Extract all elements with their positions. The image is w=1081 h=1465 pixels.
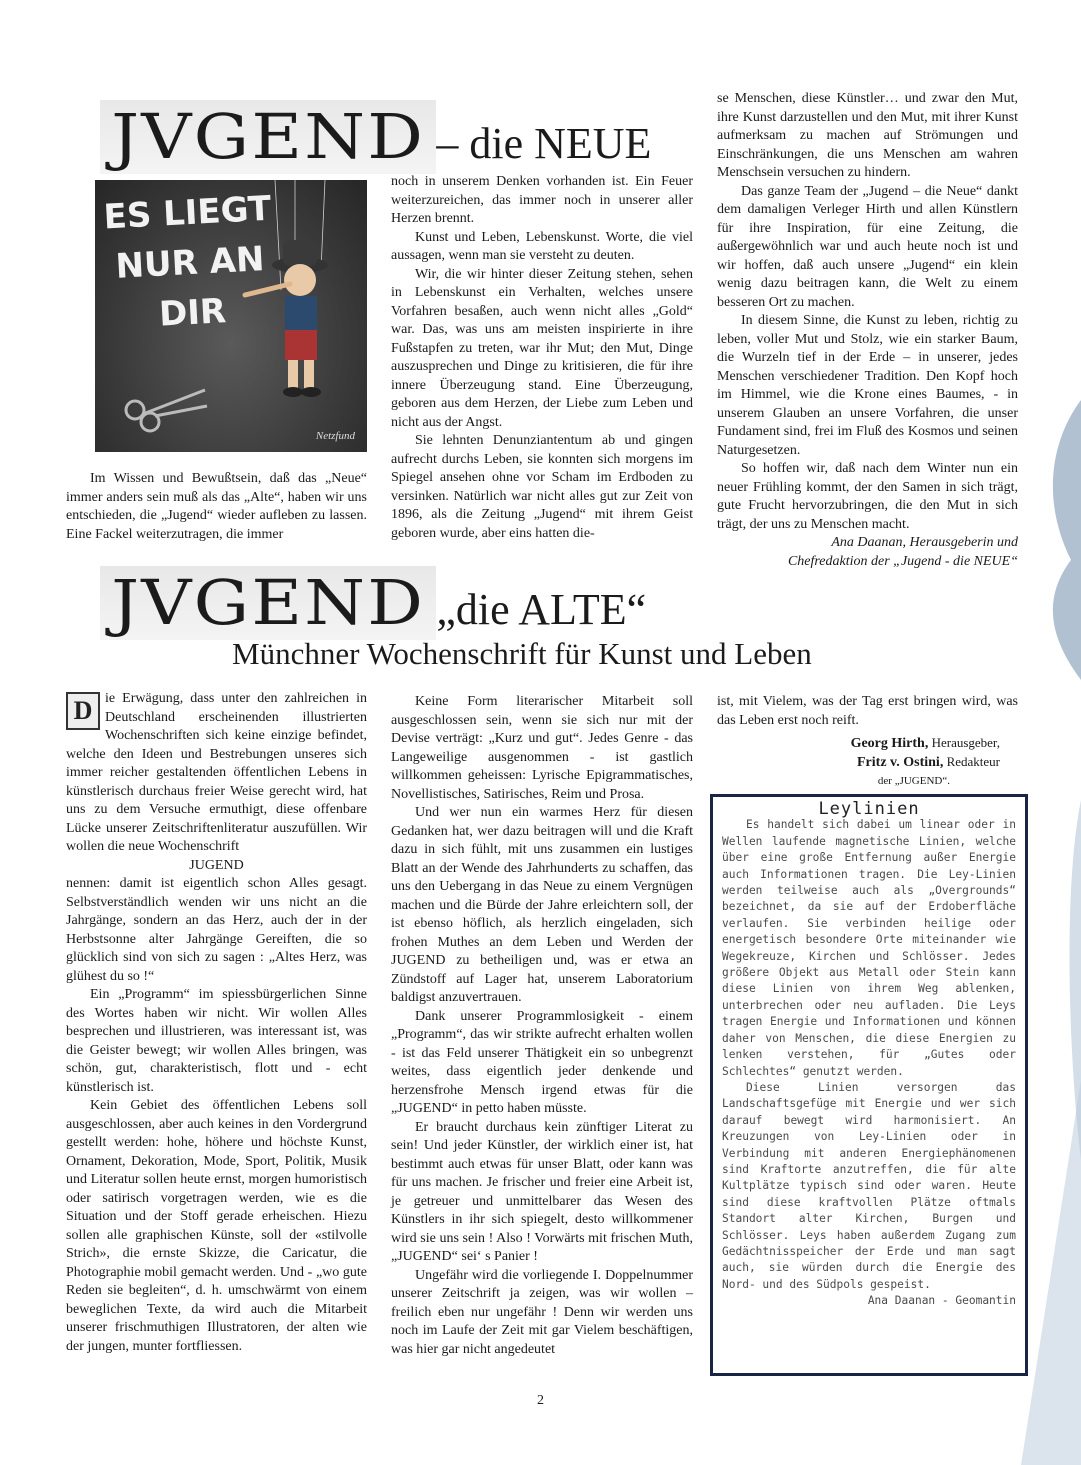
signer-name: Georg Hirth, xyxy=(850,736,929,751)
paragraph: So hoffen wir, daß nach dem Winter nun ein neuer Frühling kommt, der den Samen in sich trägt, gute Frucht hervorzubringen, die den Mut in sich trägt, der uns zu Menschen macht. xyxy=(717,461,1018,532)
decorative-swirl xyxy=(1021,380,1081,1465)
masthead-new xyxy=(100,100,651,174)
paragraph: Ein „Programm“ im spiessbürgerlichen Sinne des Wortes haben wir nicht. Wir wollen Alles besprechen und illustrieren, was interessant ist, was die Geister bewegt; wir wollen Alles bringen, was schön, gut, charakteristisch, flott und - echt künstlerisch ist. xyxy=(66,987,367,1095)
paragraph: nennen: damit ist eigentlich schon Alles gesagt. Selbstverständlich wenden wir uns nicht an die Jahrgänge, sondern an das Herz, auch der in der Herbstsonne alter Jahrgänge Gereiften, die so glücklich sind von sich zu sagen : „Altes Herz, was glühest du so !“ xyxy=(66,876,367,984)
image-credit: Netzfund xyxy=(315,430,355,442)
author-signature-line2: Chefredaktion der „Jugend - die NEUE“ xyxy=(787,553,1018,569)
signer-publication: der „JUGEND“. xyxy=(877,775,950,787)
masthead-old xyxy=(100,566,646,640)
old-article-col1 xyxy=(66,690,367,1356)
paragraph: In diesem Sinne, die Kunst zu leben, richtig zu leben, voller Mut und Stolz, wie ein starker Baum, die Wurzeln tief in der Erde – in unserer, jedes Menschen verschiedener Tradition. Den Kopf hoch im Himmel, wie die Krone eines Baumes, - in unserem Glauben an unsere Vorfahren, die unser Fundament sind, frei im Fluß des Kosmos und seinen Naturgesetzen. xyxy=(717,313,1018,458)
signer-name: Fritz v. Ostini, xyxy=(857,755,944,770)
jugend-logo: JVGEND xyxy=(100,566,436,640)
new-article-col1 xyxy=(66,470,367,544)
new-article-col2 xyxy=(391,173,693,543)
leylinien-title: Leylinien xyxy=(818,799,920,819)
paragraph: se Menschen, diese Künstler… und zwar den Mut, ihre Kunst darzustellen und den Mut, mit ihrer Kunst aufmerksam zu machen auf Strömungen und Einschränkungen, die uns Menschen am wahren Menschsein versuchen zu hindern. xyxy=(717,91,1018,180)
pinocchio-puppet-illustration xyxy=(95,180,367,452)
old-article-col2 xyxy=(391,693,693,1359)
signer-role: Redakteur xyxy=(943,754,1000,769)
paragraph: Keine Form literarischer Mitarbeit soll ausgeschlossen sein, wenn sie sich nur mit der Devise verträgt: „Kurz und gut“. Jedes Genre - das Langeweilige ausgenommen - ist gastlich willkommen geheissen: Lyrische Epigrammatisches, Novellistisches, Satirisches, Reim und Prosa. xyxy=(391,694,693,802)
publisher-signature xyxy=(717,734,1000,790)
paragraph: D ie Erwägung, dass unter den zahlreichen in Deutschland erscheinenden illustrierten Wochenschriften sich keine einzige befindet, welche den Ideen und Bestrebungen unseres sich immer reicher gestaltenden öffentlichen Lebens in künstlerisch durchaus freier Weise gerecht wird, hat uns zu dem Versuche ermuthigt, diese offenbare Lücke unserer Zeitschriftenliteratur auszufüllen. Wir wollen die neue Wochenschrift xyxy=(66,691,367,854)
jugend-logo: JVGEND xyxy=(100,100,436,174)
leylinien-author: Ana Daanan - Geomantin xyxy=(867,1294,1016,1308)
paragraph: Dank unserer Programmlosigkeit - einem „Programm“, das wir strikte aufrecht erhalten wollen - ist das Feld unserer Thätigkeit ein so unbegrenzt weites, dass eigentlich jeder denkende und herzensfrohe Mensch irgend etwas für die „JUGEND“ in petto haben müsste. xyxy=(391,1008,693,1116)
paragraph: Diese Linien versorgen das Landschaftsgefüge mit Energie und wer sich darauf bewegt wird harmonisiert. An Kreuzungen von Ley-Linien oder in Verbindung mit anderen Energiephänomenen sind Kraftorte anzutreffen, die für alte Kultplätze typisch sind oder waren. Heute sind diese kraftvollen Plätze oftmals Standort alter Kirchen, Burgen und Schlösser. Leys haben außerdem Zugang zum Gedächtnisspeicher der Erde und man sagt auch, sie würden durch die Energie des Nord- und des Südpols gespeist. xyxy=(722,1080,1016,1291)
signer-role: Herausgeber, xyxy=(928,735,1000,750)
jugend-centered: JUGEND xyxy=(189,857,244,873)
paragraph: Kunst und Leben, Lebenskunst. Worte, die viel aussagen, wenn man sie versteht zu deuten. xyxy=(391,229,693,263)
paragraph: Wir, die wir hinter dieser Zeitung stehen, sehen in Lebenskunst ein Verhalten, welches unsere Vorfahren besaßen, auch wenn nicht alles „Gold“ war. Das, was uns am meisten inspirierte in ihre Fußstapfen zu treten, war ihr Mut; den Mut, Dinge auszusprechen und Dinge zu kritisieren, die für ihre innere Überzeugung stand. Eine Überzeugung, geboren aus dem Herzen, der Liebe zum Leben und nicht aus der Angst. xyxy=(391,266,693,430)
paragraph: Er braucht durchaus kein zünftiger Literat zu sein! Und jeder Künstler, der wirklich einer ist, hat bestimmt auch etwas für unser Blatt, oder kann was für uns machen. Je frischer und freier eine Arbeit ist, je getreuer und unmittelbarer das Wesen des Künstlers in ihr sich spiegelt, desto willkommener wird sie uns sein ! Also ! Vorwärts mit frischen Muth, „JUGEND“ sei‘ s Panier ! xyxy=(391,1119,693,1264)
paragraph: Ungefähr wird die vorliegende I. Doppelnummer unserer Zeitschrift ja zeigen, was wir wollen – freilich eben nur ungefähr ! Denn wir werden uns noch im Laufe der Zeit mit gar Vielem beschäftigen, was hier gar nicht angedeutet xyxy=(391,1267,693,1357)
leylinien-box xyxy=(710,794,1028,1376)
masthead-old-title: „die ALTE“ xyxy=(436,585,647,634)
paragraph: ist, mit Vielem, was der Tag erst bringen wird, was das Leben erst noch reift. xyxy=(717,694,1018,728)
masthead-old-subtitle: Münchner Wochenschrift für Kunst und Leben xyxy=(232,636,812,671)
paragraph: Es handelt sich dabei um linear oder in Wellen laufende magnetische Linien, welche über eine große Entfernung außer Energie auch Informationen tragen. Die Ley-Linien werden teilweise auch als „Overgrounds“ bezeichnet, da sie auf der Erdoberfläche verlaufen. Sie verbinden heilige oder energetisch besondere Orte miteinander wie Wegekreuze, Kirchen und Schlösser. Jedes größere Objekt aus Metall oder Stein kann diese Linien von ihrem Weg ablenken, unterbrechen oder neu aufladen. Die Leys tragen Energie und Informationen und können daher von Menschen, die diese Energien zu lenken verstehen, für „Gutes oder Schlechtes“ genutzt werden. xyxy=(722,818,1016,1078)
old-article-col3 xyxy=(717,693,1018,790)
author-signature-line1: Ana Daanan, Herausgeberin und xyxy=(831,535,1018,550)
poster-slogan: ES LIEGT NUR AN DIR xyxy=(102,188,273,335)
paragraph: Das ganze Team der „Jugend – die Neue“ dankt dem damaligen Verleger Hirth und allen Künstlern für ihre Inspiration, für eine Zeitung, die außergewöhnlich war und auch heute noch ist und wir hoffen, daß auch unsere „Jugend“ ein klein wenig dazu beitragen kann, die Welt zu einem besseren Ort zu machen. xyxy=(717,183,1018,310)
paragraph: Sie lehnten Denunziantentum ab und gingen aufrecht durchs Leben, sie konnten sich morgens im Spiegel ansehen ohne vor Scham im Erdboden zu versinken. Natürlich war nicht alles gut zur Zeit von 1896, als die Zeitung „Jugend“ mit ihrem Geist geboren wurde, aber eins hatten die- xyxy=(391,433,693,541)
pinocchio-poster xyxy=(95,180,367,452)
masthead-new-title: – die NEUE xyxy=(436,119,652,168)
dropcap-ornament: D xyxy=(66,692,100,730)
paragraph: Im Wissen und Bewußtsein, daß das „Neue“ immer anders sein muß als das „Alte“, haben wir uns entschieden, die „Jugend“ wieder aufleben zu lassen. Eine Fackel weiterzutragen, die immer xyxy=(66,471,367,542)
paragraph: Kein Gebiet des öffentlichen Lebens soll ausgeschlossen, aber auch keines in den Vordergrund gestellt werden: hohe, höhere und höchste Kunst, Ornament, Dekoration, Mode, Sport, Politik, Musik und Literatur sollen heute ernst, morgen humoristisch oder satirisch vorgetragen werden, wie es die Situation und der Stoff gerade erheischen. Hiezu sollen alle graphischen Künste, soll der «stilvolle Strich», die ernste Skizze, die Caricatur, die Photographie mobil gemacht werden. Und - „wo gute Reden sie begleiten“, d. h. umschwärmt von einem beweglichen Texte, da wird auch die Mitarbeit unserer frischmuthigen Illustratoren, der alten wie der jungen, munter fortfliessen. xyxy=(66,1098,367,1354)
paragraph: noch in unserem Denken vorhanden ist. Ein Feuer weiterzureichen, das immer noch in unserer aller Herzen brennt. xyxy=(391,174,693,226)
paragraph: Und wer nun ein warmes Herz für diesen Gedanken hat, wer dazu beitragen will und die Kraft dazu in sich fühlt, mit uns zusammen ein lustiges Blatt an der Wende des Jahrhunderts zu schaffen, das uns den Uebergang in das Neue zu einem Vergnügen machen und die Bürde der Jahre erleichtern soll, der ist ebenso höflich, als herzlich eingeladen, sich frohen Muthes an dem Leben und Werden der JUGEND zu betheiligen und, was er etwa an Zündstoff auf Lager hat, unserem Laboratorium baldigst anzuvertrauen. xyxy=(391,805,693,1005)
new-article-col3 xyxy=(717,90,1018,571)
page-number: 2 xyxy=(537,1393,544,1408)
